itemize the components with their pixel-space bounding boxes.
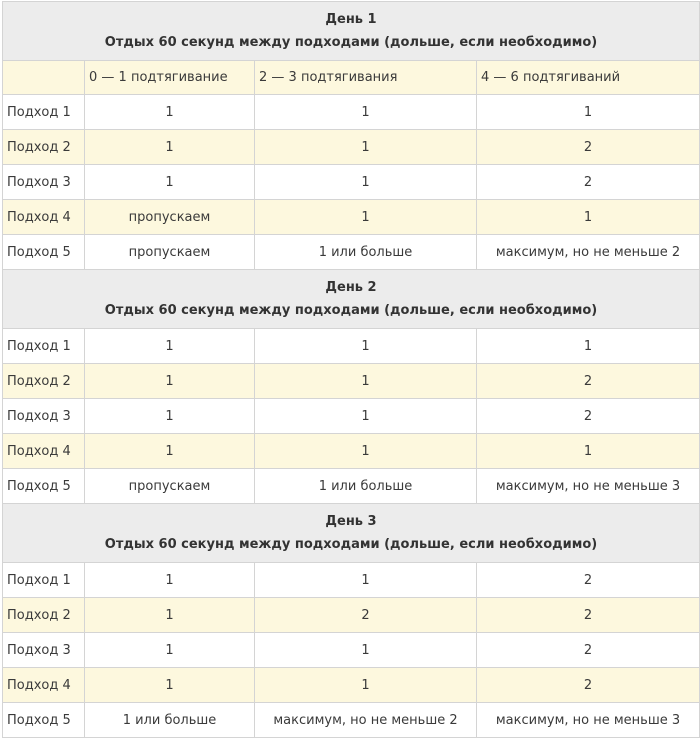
day-header	[3, 270, 700, 329]
set-value: 1	[255, 434, 477, 469]
set-row	[3, 469, 700, 504]
set-value: 1	[85, 329, 255, 364]
set-value: пропускаем	[85, 469, 255, 504]
set-label: Подход 4	[3, 200, 85, 235]
day-title: День 3	[325, 514, 377, 529]
set-value: 1	[85, 633, 255, 668]
set-value: 1	[85, 399, 255, 434]
set-value: 1	[85, 130, 255, 165]
set-label: Подход 5	[3, 235, 85, 270]
set-row	[3, 563, 700, 598]
set-value: 1 или больше	[255, 469, 477, 504]
set-value: максимум, но не меньше 3	[477, 469, 700, 504]
day-subtitle: Отдых 60 секунд между подходами (дольше, если необходимо)	[104, 35, 598, 50]
column-header-row	[3, 61, 700, 95]
set-label: Подход 4	[3, 668, 85, 703]
set-value: 2	[255, 598, 477, 633]
set-value: 2	[477, 130, 700, 165]
set-label: Подход 5	[3, 703, 85, 738]
set-label: Подход 1	[3, 329, 85, 364]
set-label: Подход 1	[3, 563, 85, 598]
set-value: максимум, но не меньше 3	[477, 703, 700, 738]
set-row	[3, 200, 700, 235]
day-header	[3, 2, 700, 61]
set-value: 1	[255, 95, 477, 130]
set-value: 1	[477, 329, 700, 364]
set-value: 1	[255, 364, 477, 399]
set-value: пропускаем	[85, 235, 255, 270]
set-value: 2	[477, 598, 700, 633]
set-value: 1	[477, 95, 700, 130]
set-label: Подход 3	[3, 633, 85, 668]
set-row	[3, 235, 700, 270]
set-row	[3, 598, 700, 633]
set-value: 1 или больше	[85, 703, 255, 738]
set-value: 1	[255, 668, 477, 703]
set-value: 1	[85, 165, 255, 200]
set-value: пропускаем	[85, 200, 255, 235]
day-title: День 2	[325, 280, 377, 295]
set-value: максимум, но не меньше 2	[477, 235, 700, 270]
column-header	[3, 61, 85, 95]
set-row	[3, 703, 700, 738]
set-value: 2	[477, 399, 700, 434]
column-header: 2 — 3 подтягивания	[255, 61, 477, 95]
set-value: 1	[85, 668, 255, 703]
set-label: Подход 3	[3, 165, 85, 200]
day-header-row	[3, 504, 700, 563]
day-subtitle: Отдых 60 секунд между подходами (дольше, если необходимо)	[104, 303, 598, 318]
set-label: Подход 4	[3, 434, 85, 469]
day-header	[3, 504, 700, 563]
set-value: 1	[255, 130, 477, 165]
set-row	[3, 165, 700, 200]
set-value: 1	[477, 434, 700, 469]
set-row	[3, 668, 700, 703]
set-row	[3, 364, 700, 399]
set-row	[3, 633, 700, 668]
set-value: 2	[477, 563, 700, 598]
set-row	[3, 434, 700, 469]
set-value: 1	[477, 200, 700, 235]
set-value: 2	[477, 364, 700, 399]
set-value: 2	[477, 633, 700, 668]
column-header: 0 — 1 подтягивание	[85, 61, 255, 95]
set-value: 1	[255, 563, 477, 598]
set-value: 1 или больше	[255, 235, 477, 270]
set-value: 2	[477, 668, 700, 703]
set-label: Подход 2	[3, 130, 85, 165]
day-header-row	[3, 270, 700, 329]
set-value: 1	[255, 633, 477, 668]
set-value: 1	[85, 598, 255, 633]
column-header: 4 — 6 подтягиваний	[477, 61, 700, 95]
set-row	[3, 329, 700, 364]
set-label: Подход 2	[3, 598, 85, 633]
set-value: 1	[85, 95, 255, 130]
set-value: 1	[255, 399, 477, 434]
day-title: День 1	[325, 12, 377, 27]
set-value: 1	[85, 364, 255, 399]
training-plan-table	[2, 1, 700, 738]
set-label: Подход 5	[3, 469, 85, 504]
day-header-row	[3, 2, 700, 61]
set-value: 1	[85, 563, 255, 598]
set-row	[3, 399, 700, 434]
set-row	[3, 95, 700, 130]
set-label: Подход 1	[3, 95, 85, 130]
set-value: 1	[255, 200, 477, 235]
training-plan-body	[3, 2, 700, 738]
set-label: Подход 2	[3, 364, 85, 399]
set-value: максимум, но не меньше 2	[255, 703, 477, 738]
set-value: 1	[85, 434, 255, 469]
set-value: 1	[255, 165, 477, 200]
set-row	[3, 130, 700, 165]
day-subtitle: Отдых 60 секунд между подходами (дольше, если необходимо)	[104, 537, 598, 552]
set-label: Подход 3	[3, 399, 85, 434]
set-value: 1	[255, 329, 477, 364]
set-value: 2	[477, 165, 700, 200]
